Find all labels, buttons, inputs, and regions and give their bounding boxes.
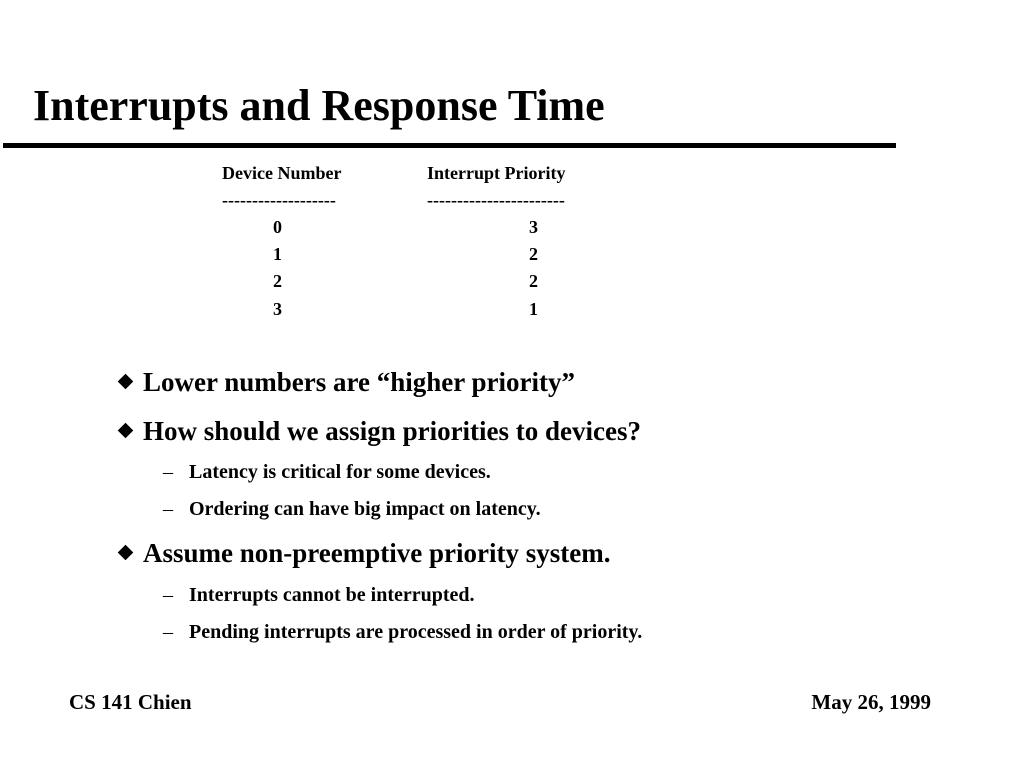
sub-bullet-text: Interrupts cannot be interrupted. [189, 584, 475, 606]
dash-bullet-icon: – [163, 584, 173, 606]
bullet-text: How should we assign priorities to devices? [143, 416, 642, 446]
dash-bullet-icon: – [163, 621, 173, 643]
table-header-interrupt-priority: Interrupt Priority [427, 163, 566, 183]
sub-bullet-text: Ordering can have big impact on latency. [189, 498, 541, 520]
sub-bullet-text: Latency is critical for some devices. [189, 461, 491, 483]
diamond-bullet-icon [118, 545, 134, 561]
sub-bullet-item [163, 620, 642, 644]
bullet-item [115, 415, 641, 447]
footer-course: CS 141 Chien [69, 690, 192, 714]
table-cell-device: 3 [273, 299, 282, 319]
table-separator-priority: ----------------------- [427, 190, 565, 210]
bullet-text: Assume non-preemptive priority system. [143, 538, 611, 568]
bullet-text: Lower numbers are “higher priority” [143, 367, 575, 397]
sub-bullet-text: Pending interrupts are processed in order of priority. [189, 621, 643, 643]
title-underline-rule [3, 143, 896, 148]
table-separator-device: ------------------- [222, 190, 336, 210]
diamond-bullet-icon [118, 374, 134, 390]
dash-bullet-icon: – [163, 498, 173, 520]
sub-bullet-item [163, 583, 475, 607]
table-cell-device: 2 [273, 271, 282, 291]
table-cell-device: 0 [273, 217, 282, 237]
table-header-device-number: Device Number [222, 163, 342, 183]
table-cell-priority: 2 [529, 271, 538, 291]
sub-bullet-item [163, 460, 491, 484]
table-cell-priority: 1 [529, 299, 538, 319]
footer-date: May 26, 1999 [811, 690, 931, 714]
dash-bullet-icon: – [163, 461, 173, 483]
diamond-bullet-icon [118, 423, 134, 439]
slide-title: Interrupts and Response Time [33, 81, 605, 130]
bullet-item [115, 537, 610, 569]
bullet-item [115, 366, 575, 398]
table-cell-device: 1 [273, 244, 282, 264]
table-cell-priority: 2 [529, 244, 538, 264]
table-cell-priority: 3 [529, 217, 538, 237]
sub-bullet-item [163, 497, 541, 521]
